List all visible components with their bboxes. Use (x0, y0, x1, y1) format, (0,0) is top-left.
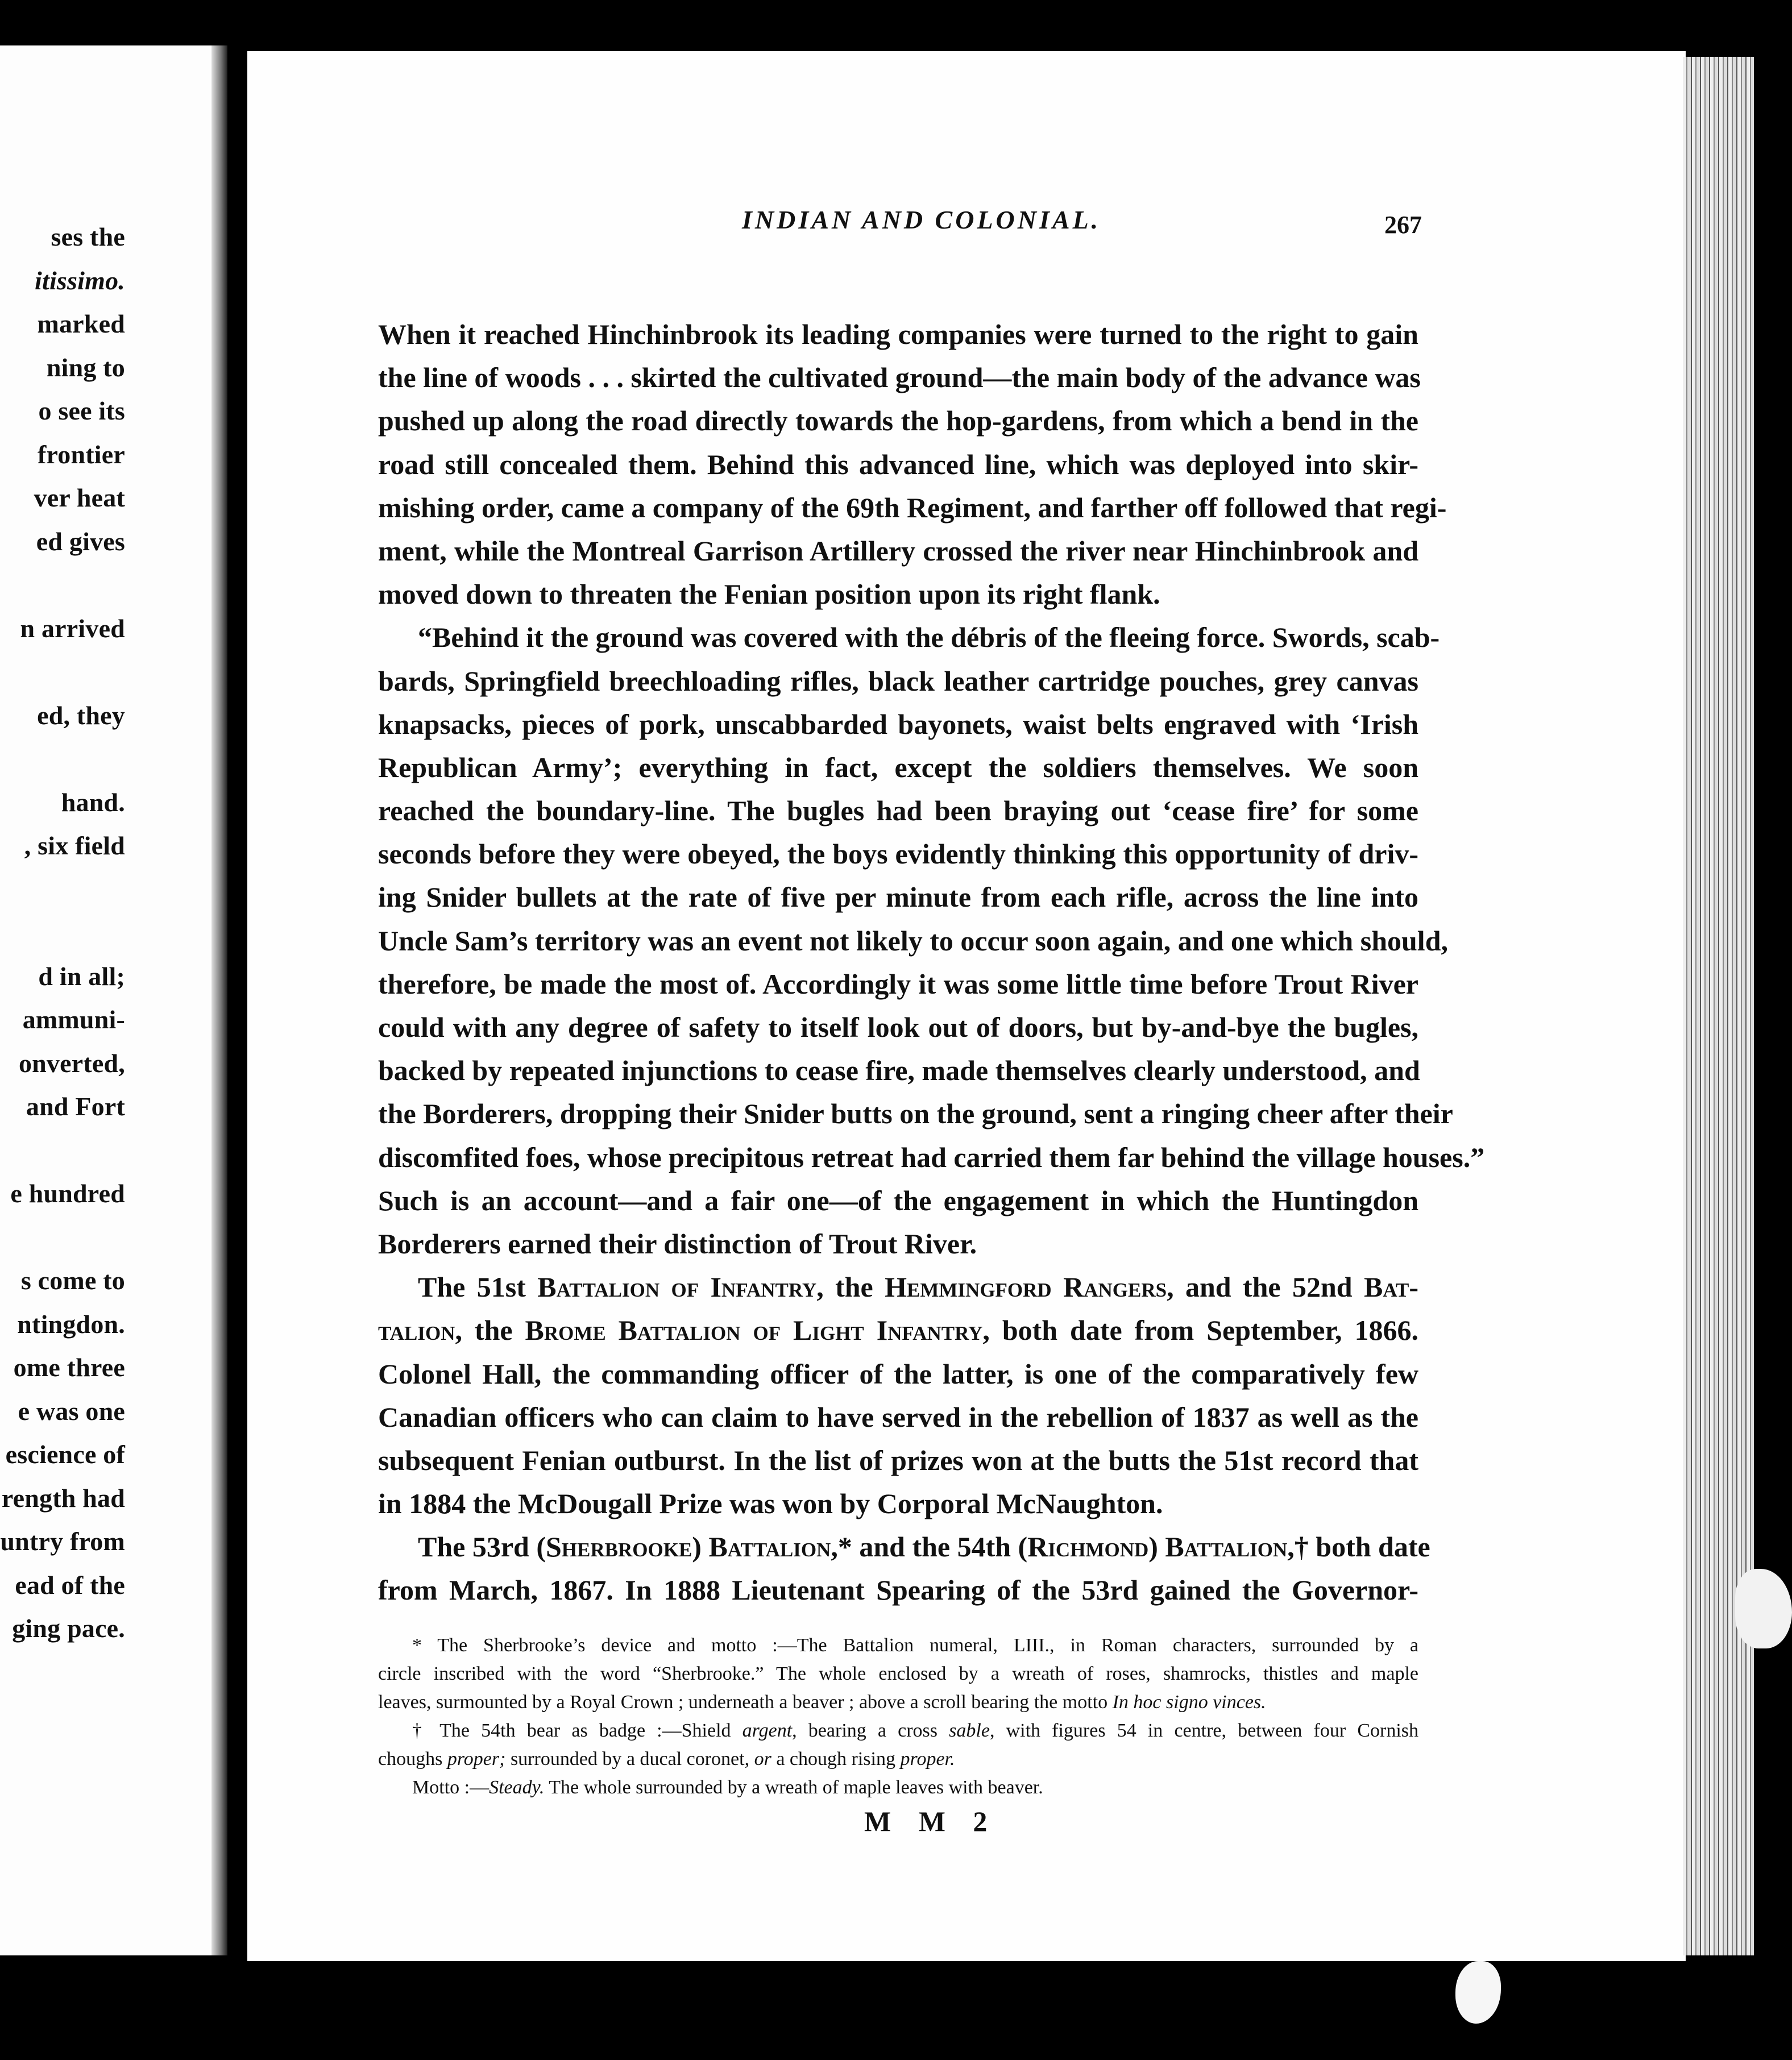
left-page-line: , six field (24, 831, 125, 860)
left-page-line: ome three (13, 1353, 125, 1382)
left-page-line: ed, they (37, 700, 125, 730)
left-page-line: ed gives (36, 526, 125, 556)
text-line: reached the boundary-line. The bugles had been braying out ‘cease fire’ for some (378, 795, 1418, 827)
footnote-line: circle inscribed with the word “Sherbrooke.” The whole enclosed by a wreath of roses, shamrocks, thistles and maple (378, 1663, 1418, 1684)
text-line: pushed up along the road directly towards the hop-gardens, from which a bend in the (378, 405, 1418, 437)
text-line: Republican Army’; everything in fact, except the soldiers themselves. We soon (378, 751, 1418, 783)
page-267 (247, 51, 1686, 1961)
text-line: When it reached Hinchinbrook its leading companies were turned to the right to gain (378, 318, 1418, 350)
footnotes (378, 1631, 1418, 1802)
text-line: the line of woods . . . skirted the cultivated ground—the main body of the advance was (378, 362, 1421, 394)
left-page-line: hand. (61, 787, 125, 817)
footnote-line: choughs proper; surrounded by a ducal coronet, or a chough rising proper. (378, 1748, 955, 1770)
text-line: discomfited foes, whose precipitous retreat had carried them far behind the village houses.” (378, 1141, 1485, 1173)
left-page-line: and Fort (26, 1092, 125, 1121)
left-page-line: frontier (37, 439, 125, 469)
left-page-line: rength had (1, 1483, 125, 1513)
text-line: The 53rd (Sherbrooke) Battalion,* and the 54th (Richmond) Battalion,† both date (418, 1531, 1430, 1563)
left-page-line: o see its (38, 396, 125, 425)
text-line: The 51st Battalion of Infantry, the Hemmingford Rangers, and the 52nd Bat- (418, 1271, 1418, 1303)
page-number: 267 (1384, 211, 1422, 239)
text-line: Canadian officers who can claim to have served in the rebellion of 1837 as well as the (378, 1401, 1418, 1433)
left-page-line: untry from (0, 1527, 125, 1556)
text-line: Uncle Sam’s territory was an event not likely to occur soon again, and one which should, (378, 924, 1449, 957)
left-page-line: ning to (46, 352, 125, 382)
text-line: knapsacks, pieces of pork, unscabbarded bayonets, waist belts engraved with ‘Irish (378, 708, 1418, 740)
footnote-motto: Motto :—Steady. The whole surrounded by a wreath of maple leaves with beaver. (412, 1777, 1043, 1798)
footnote-richmond: † The 54th bear as badge :—Shield argent, bearing a cross sable, with figures 54 in centre, between four Cornish (412, 1720, 1418, 1741)
left-page-line: n arrived (20, 613, 125, 643)
text-line: Colonel Hall, the commanding officer of the latter, is one of the comparatively few (378, 1357, 1418, 1390)
left-page-line: ses the (51, 222, 125, 251)
text-line: could with any degree of safety to itself look out of doors, but by-and-bye the bugles, (378, 1011, 1418, 1043)
text-line: mishing order, came a company of the 69th Regiment, and farther off followed that regi- (378, 491, 1447, 524)
text-line: ing Snider bullets at the rate of five per minute from each rifle, across the line into (378, 881, 1418, 913)
text-line: in 1884 the McDougall Prize was won by Corporal McNaughton. (378, 1488, 1163, 1520)
text-line: Such is an account—and a fair one—of the engagement in which the Huntingdon (378, 1184, 1418, 1216)
paragraph-1-2 (378, 313, 1485, 1265)
left-page-line: e hundred (10, 1179, 125, 1208)
book-gutter (211, 45, 227, 1955)
text-line: seconds before they were obeyed, the boys evidently thinking this opportunity of driv- (378, 838, 1418, 870)
left-page-line: ver heat (34, 483, 125, 512)
signature-mark: M M 2 (864, 1805, 998, 1837)
motto-text: In hoc signo vinces. (1112, 1692, 1266, 1713)
text-line: bards, Springfield breechloading rifles, black leather cartridge pouches, grey canvas (378, 664, 1418, 697)
left-page-line: e was one (18, 1396, 125, 1426)
text-line: “Behind it the ground was covered with the débris of the fleeing force. Swords, scab- (418, 621, 1440, 654)
left-page-line: itissimo. (34, 265, 125, 295)
footnote-line: leaves, surmounted by a Royal Crown ; underneath a beaver ; above a scroll bearing the motto In hoc signo vinces. (378, 1692, 1266, 1713)
text-line: Borderers earned their distinction of Trout River. (378, 1227, 977, 1260)
page-header (247, 205, 1686, 250)
left-page-line: escience of (5, 1440, 125, 1469)
paragraph-battalions-53-54 (378, 1525, 1430, 1612)
text-line: subsequent Fenian outburst. In the list of prizes won at the butts the 51st record that (378, 1444, 1418, 1476)
left-page-line: ging pace. (12, 1614, 125, 1643)
left-page-line: ntingdon. (17, 1309, 125, 1339)
paper-damage (1455, 1961, 1501, 2024)
text-line: talion, the Brome Battalion of Light Infantry, both date from September, 1866. (378, 1314, 1418, 1347)
left-page-line: marked (37, 309, 125, 338)
paper-damage (1735, 1569, 1792, 1648)
left-page-line: d in all; (38, 961, 125, 991)
text-line: the Borderers, dropping their Snider butts on the ground, sent a ringing cheer after their (378, 1098, 1453, 1130)
previous-page-fragment (0, 45, 227, 1955)
text-line: therefore, be made the most of. Accordingly it was some little time before Trout River (378, 967, 1418, 1000)
text-line: backed by repeated injunctions to cease fire, made themselves clearly understood, and (378, 1054, 1420, 1087)
left-page-line: ead of the (15, 1570, 125, 1600)
paragraph-battalions-51-52 (378, 1265, 1418, 1525)
left-page-line: s come to (20, 1266, 125, 1295)
left-page-line: ammuni- (22, 1005, 125, 1034)
body-text (378, 313, 1485, 1612)
footnote-sherbrooke: * The Sherbrooke’s device and motto :—The Battalion numeral, LIII., in Roman characters, surrounded by a (412, 1635, 1418, 1656)
text-line: moved down to threaten the Fenian position upon its right flank. (378, 578, 1160, 610)
text-line: ment, while the Montreal Garrison Artillery crossed the river near Hinchinbrook and (378, 534, 1418, 567)
text-line: road still concealed them. Behind this advanced line, which was deployed into skir- (378, 448, 1418, 480)
text-line: from March, 1867. In 1888 Lieutenant Spearing of the 53rd gained the Governor- (378, 1574, 1418, 1606)
left-page-line: onverted, (18, 1048, 125, 1078)
page-edges (1683, 57, 1754, 1955)
running-head: INDIAN AND COLONIAL. (742, 205, 1101, 234)
